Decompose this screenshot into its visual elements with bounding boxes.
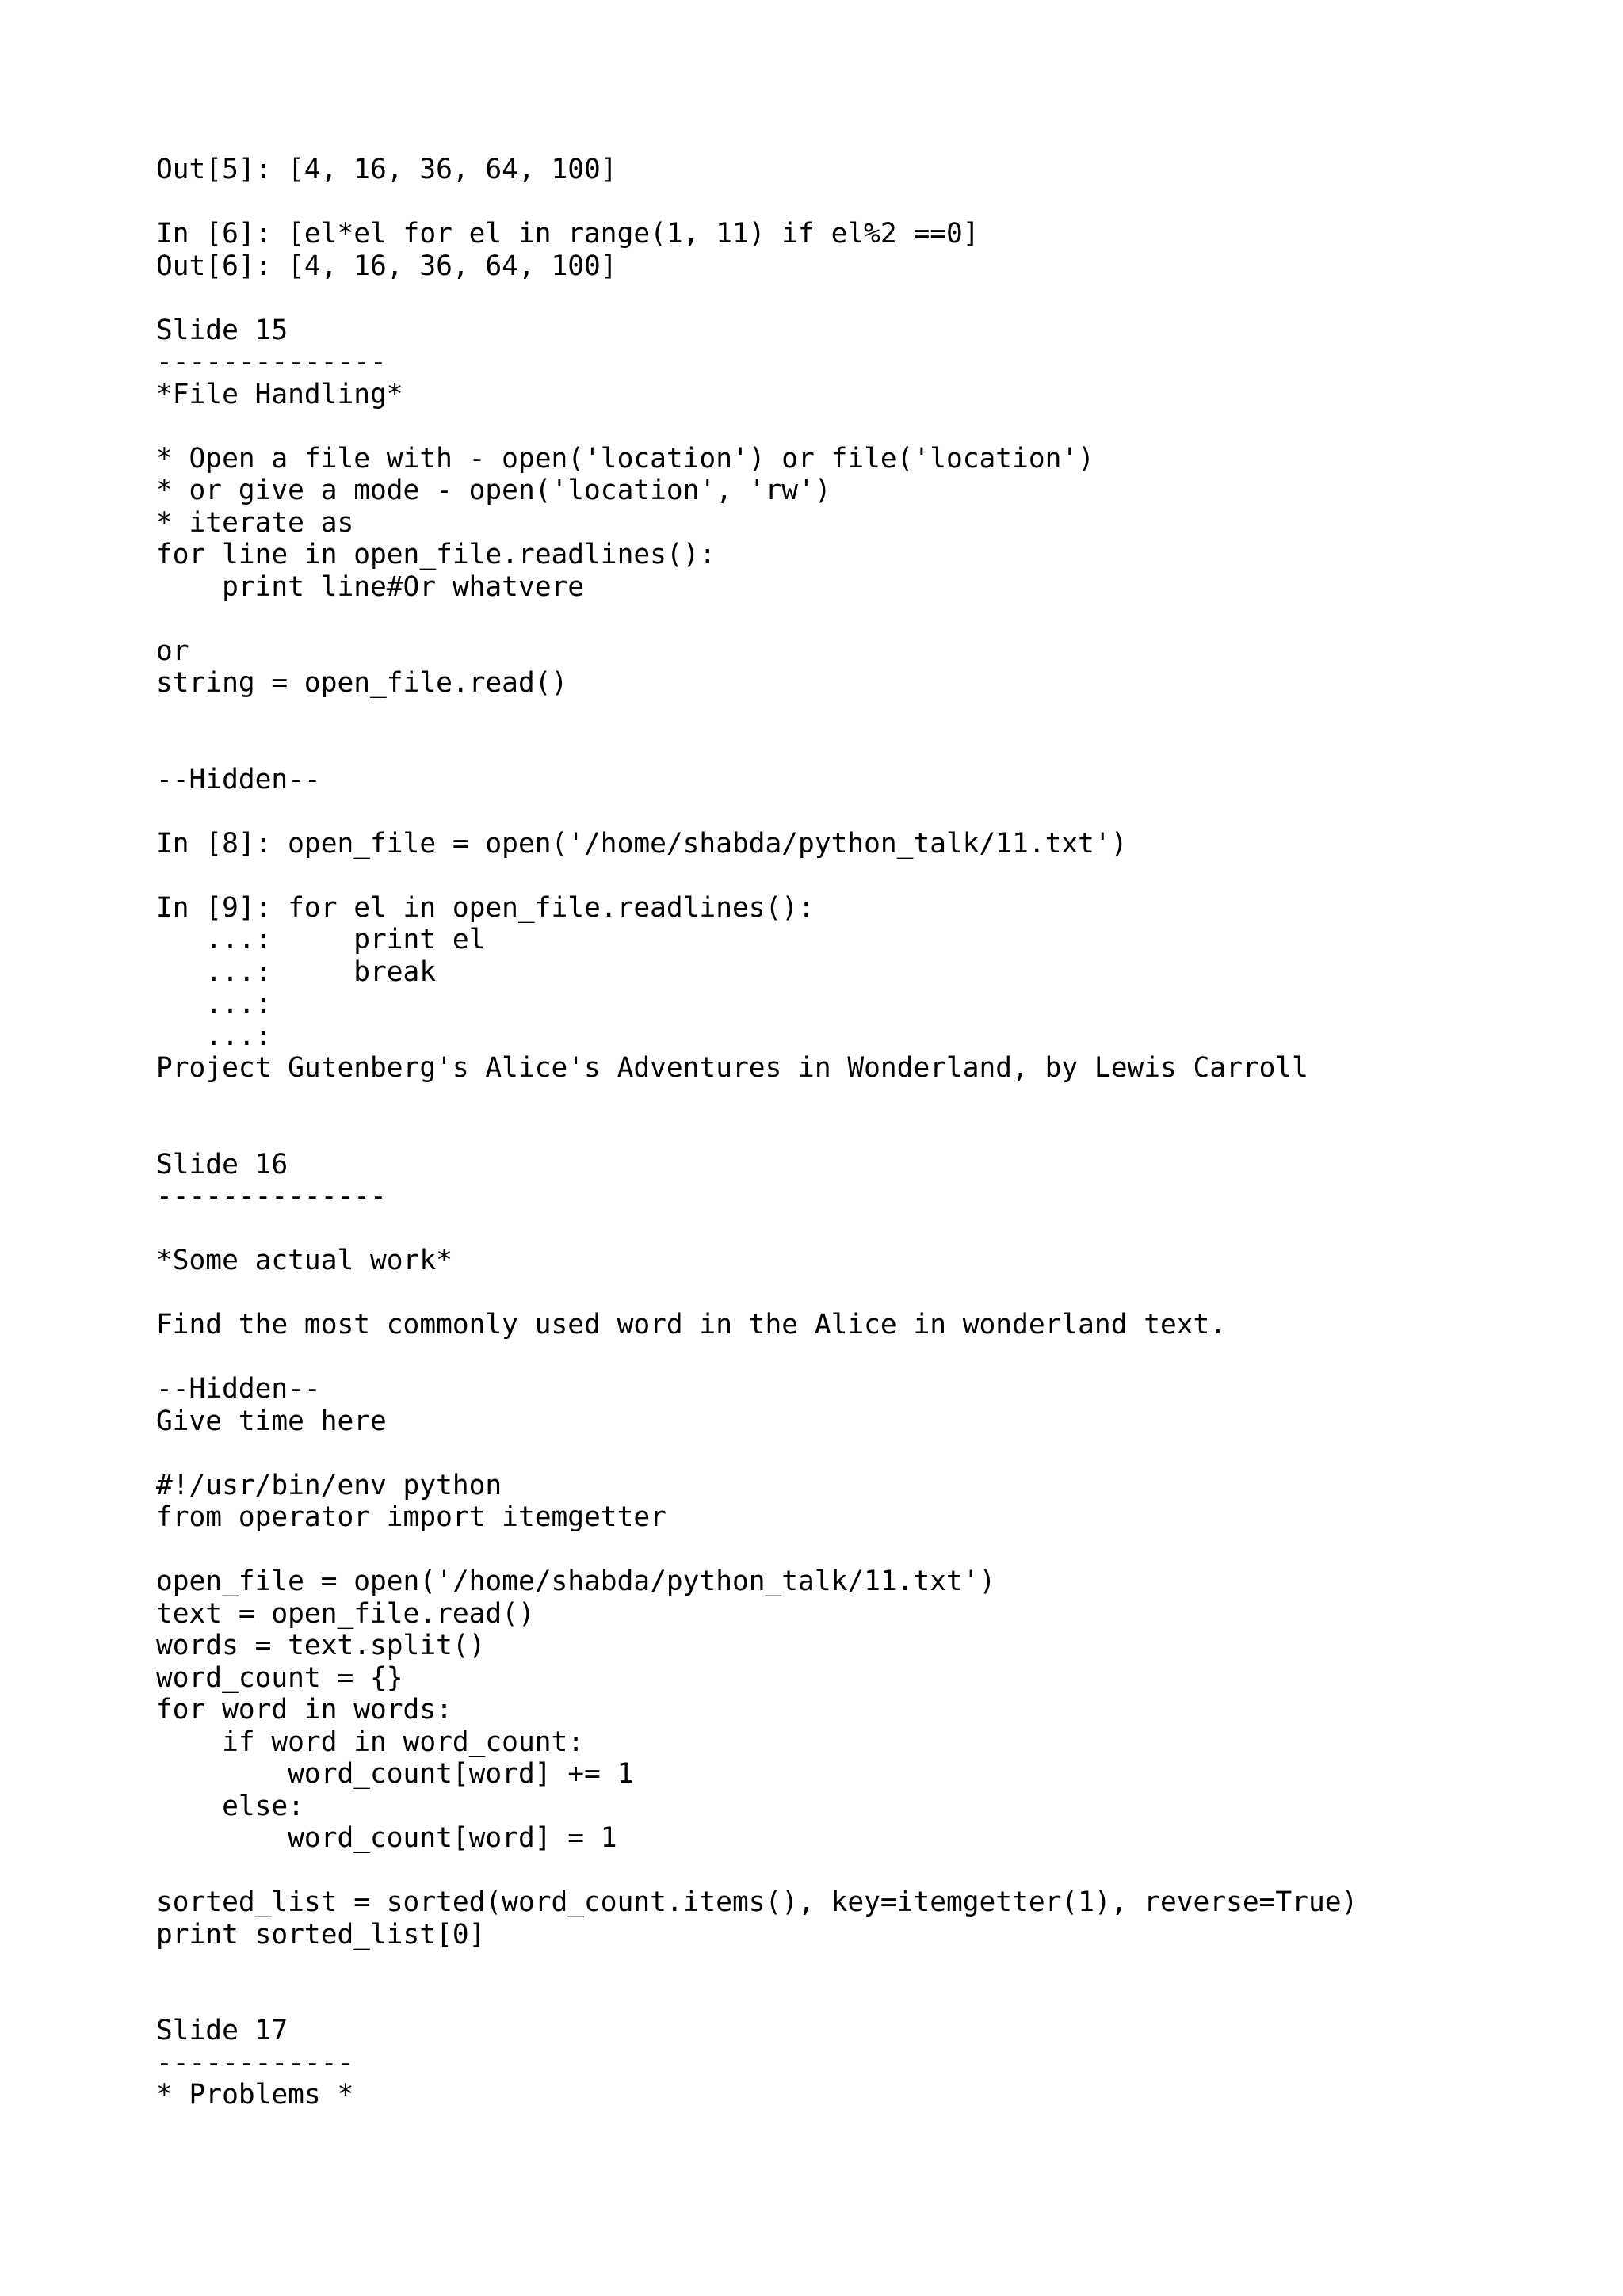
text-line: ...: <box>156 988 272 1020</box>
text-line: -------------- <box>156 1180 387 1212</box>
text-line: In [6]: [el*el for el in range(1, 11) if el%2 ==0] <box>156 218 980 250</box>
text-line <box>156 860 1583 892</box>
text-line <box>156 1341 1583 1374</box>
text-line: Out[6]: [4, 16, 36, 64, 100] <box>156 250 617 282</box>
text-line: Out[5]: [4, 16, 36, 64, 100] <box>156 154 617 185</box>
text-line: ...: break <box>156 955 437 988</box>
text-line <box>156 1951 1583 1983</box>
text-line: ------------ <box>156 2046 354 2079</box>
text-line <box>156 186 1583 219</box>
text-line: * Problems * <box>156 2079 354 2111</box>
text-line: Give time here <box>156 1405 387 1437</box>
text-line <box>156 1855 1583 1887</box>
text-line <box>156 1116 1583 1149</box>
text-line: string = open_file.read() <box>156 667 568 699</box>
text-line: if word in word_count: <box>156 1726 585 1758</box>
text-line: In [8]: open_file = open('/home/shabda/python_talk/11.txt') <box>156 827 1128 860</box>
text-line: *File Handling* <box>156 378 403 410</box>
text-line: sorted_list = sorted(word_count.items(), key=itemgetter(1), reverse=True) <box>156 1886 1358 1918</box>
text-line <box>156 1534 1583 1566</box>
text-line <box>156 1277 1583 1310</box>
text-line <box>156 700 1583 732</box>
text-line: ...: <box>156 1020 272 1052</box>
text-line: text = open_file.read() <box>156 1597 535 1630</box>
text-line: *Some actual work* <box>156 1245 453 1276</box>
text-line: #!/usr/bin/env python <box>156 1469 502 1501</box>
text-line <box>156 1983 1583 2016</box>
text-line <box>156 1213 1583 1245</box>
text-line: * or give a mode - open('location', 'rw') <box>156 475 831 506</box>
text-line: for line in open_file.readlines(): <box>156 539 716 570</box>
text-line: open_file = open('/home/shabda/python_talk/11.txt') <box>156 1566 996 1597</box>
text-line: word_count[word] += 1 <box>156 1758 634 1790</box>
text-line: -------------- <box>156 346 387 378</box>
text-line <box>156 603 1583 635</box>
text-line <box>156 731 1583 764</box>
text-line: Project Gutenberg's Alice's Adventures in Wonderland, by Lewis Carroll <box>156 1052 1308 1084</box>
text-line <box>156 1085 1583 1117</box>
text-line: else: <box>156 1790 304 1822</box>
text-line <box>156 410 1583 443</box>
text-line: Slide 16 <box>156 1148 288 1180</box>
text-line: print line#Or whatvere <box>156 570 585 603</box>
text-line: --Hidden-- <box>156 763 321 795</box>
text-line: ...: print el <box>156 924 486 955</box>
text-line: * Open a file with - open('location') or file('location') <box>156 442 1094 475</box>
text-line: Slide 17 <box>156 2015 288 2046</box>
text-line <box>156 795 1583 828</box>
text-line: word_count = {} <box>156 1661 403 1694</box>
text-line: words = text.split() <box>156 1630 486 1661</box>
text-line: In [9]: for el in open_file.readlines(): <box>156 891 815 924</box>
text-line: * iterate as <box>156 506 354 539</box>
text-line: --Hidden-- <box>156 1373 321 1405</box>
text-line: word_count[word] = 1 <box>156 1822 617 1854</box>
text-line <box>156 1437 1583 1470</box>
document-page <box>156 154 1583 2111</box>
text-line: Find the most commonly used word in the Alice in wonderland text. <box>156 1309 1227 1341</box>
text-line: print sorted_list[0] <box>156 1918 486 1951</box>
text-line: or <box>156 635 189 667</box>
text-line: Slide 15 <box>156 314 288 346</box>
text-line <box>156 282 1583 315</box>
text-line: from operator import itemgetter <box>156 1501 666 1533</box>
text-line: for word in words: <box>156 1694 453 1726</box>
